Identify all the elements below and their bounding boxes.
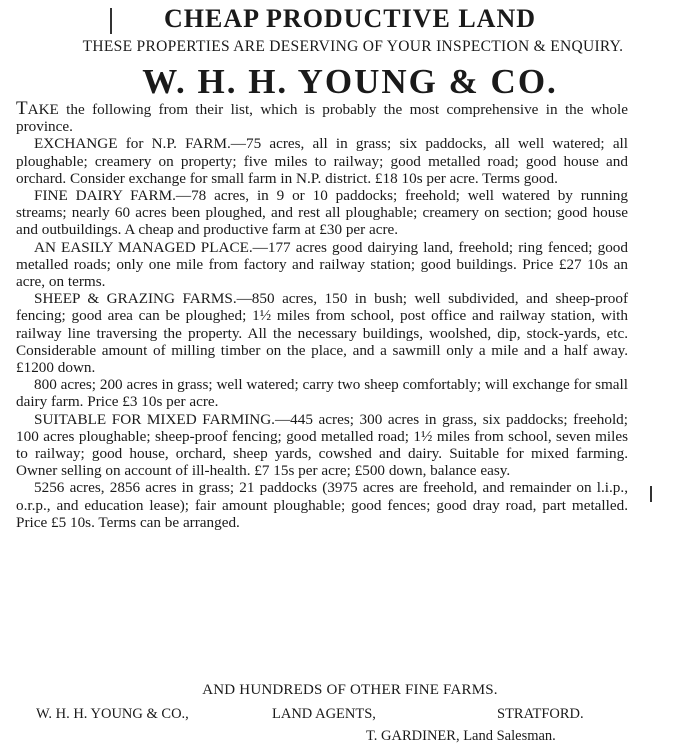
footer-firm: W. H. H. YOUNG & CO., [36, 706, 189, 722]
listing-paragraph: FINE DAIRY FARM.—78 acres, in 9 or 10 paddocks; freehold; well watered by running streams; nearly 60 acres been ploughed, and rest all ploughable; creamery on section; good house and outbuildings. A cheap and productive farm at £30 per acre. [16, 187, 628, 239]
listing-paragraph: 800 acres; 200 acres in grass; well watered; carry two sheep comfortably; will exchange for small dairy farm. Price £3 10s per acre. [16, 376, 628, 411]
listing-paragraph: AN EASILY MANAGED PLACE.—177 acres good dairying land, freehold; ring fenced; good metalled roads; only one mile from factory and railway station; good buildings. Price £27 10s an acre, on terms. [16, 238, 628, 291]
intro-initial: T [16, 98, 28, 119]
intro-paragraph [16, 100, 628, 135]
footer-salesman: T. GARDINER, Land Salesman. [366, 728, 556, 744]
footer-town: STRATFORD. [497, 706, 584, 722]
listing-paragraph: 5256 acres, 2856 acres in grass; 21 paddocks (3975 acres are freehold, and remainder on l.i.p., o.r.p., and education lease); fair amount ploughable; good fences; good dray road, part metalled. Price £5 10s. Terms can be arranged. [16, 479, 628, 531]
subheadline: THESE PROPERTIES ARE DESERVING OF YOUR INSPECTION & ENQUIRY. [82, 38, 624, 55]
intro-text: AKE the following from their list, which is probably the most comprehensive in the whole province. [16, 101, 628, 136]
closing-line: AND HUNDREDS OF OTHER FINE FARMS. [202, 682, 498, 698]
footer-role: LAND AGENTS, [272, 706, 376, 722]
listing-paragraph: EXCHANGE for N.P. FARM.—75 acres, all in grass; six paddocks, all well watered; all ploughable; creamery on property; five miles to railway; good metalled road; good house and orchard. Consider exchange for small farm in N.P. district. £18 10s per acre. Terms good. [16, 135, 628, 187]
headline: CHEAP PRODUCTIVE LAND [163, 4, 537, 33]
firm-name: W. H. H. YOUNG & CO. [142, 62, 558, 101]
listing-paragraph: SUITABLE FOR MIXED FARMING.—445 acres; 300 acres in grass, six paddocks; freehold; 100 acres ploughable; sheep-proof fencing; good metalled road; 1½ miles from school, seven miles to railway; good house, orchard, sheep yards, cowshed and dairy. Suitable for mixed farming. Owner selling on account of ill-health. £7 15s per acre; £500 down, balance easy. [16, 410, 628, 480]
margin-mark [650, 486, 652, 502]
listings-body [16, 100, 628, 531]
listing-paragraph: SHEEP & GRAZING FARMS.—850 acres, 150 in bush; well subdivided, and sheep-proof fencing; good area can be ploughed; 1½ miles from school, post office and railway station, with railway line traversing the property. All the necessary buildings, woolshed, dip, stock-yards, etc. Considerable amount of milling timber on the place, and a sawmill only a mile and a half away. £1200 down. [16, 290, 628, 377]
